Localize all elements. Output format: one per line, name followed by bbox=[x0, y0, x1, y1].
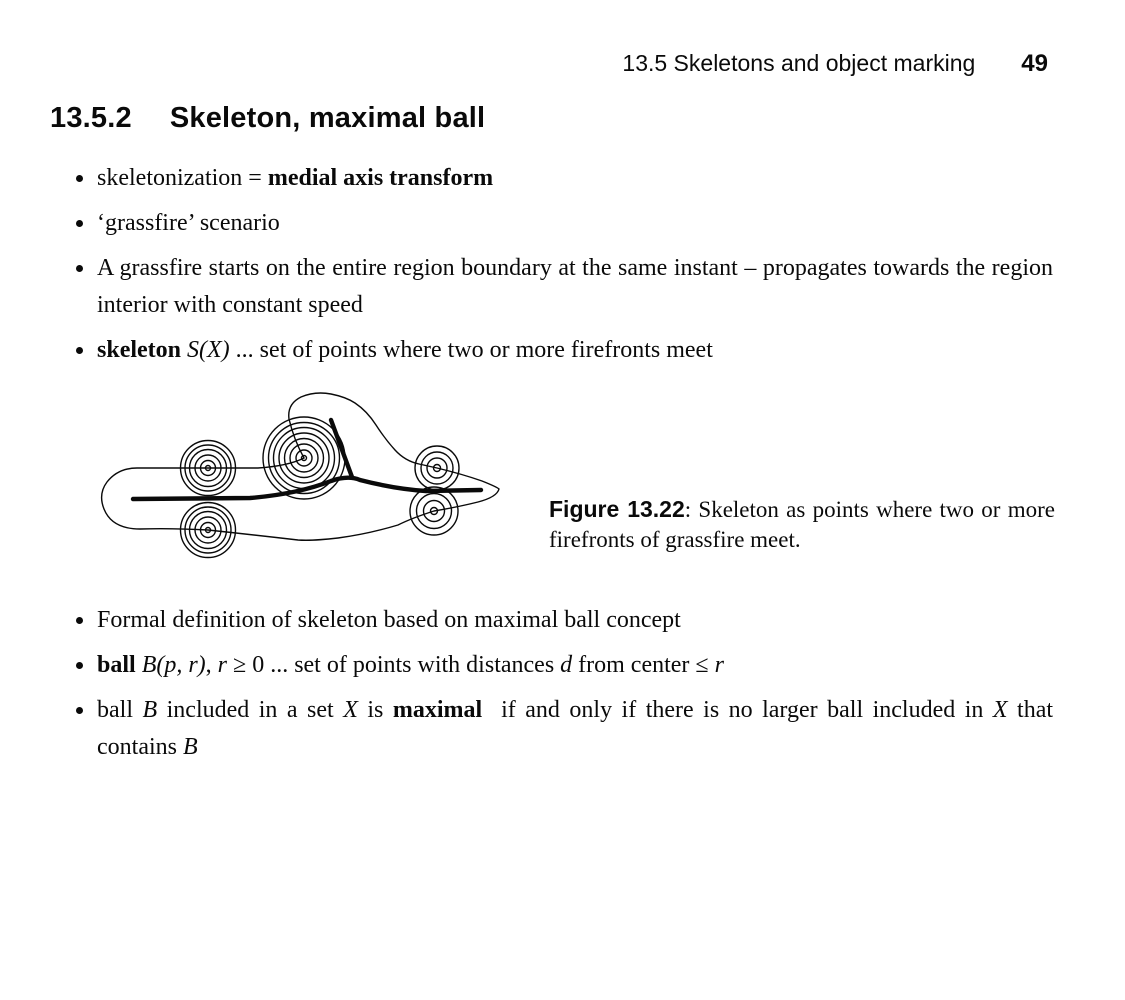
text-segment: X bbox=[992, 697, 1008, 723]
text-segment: d bbox=[560, 652, 573, 678]
text-segment: medial axis transform bbox=[267, 165, 494, 191]
text-segment: ball bbox=[97, 652, 142, 678]
figure-caption-label: Figure 13.22 bbox=[549, 496, 685, 522]
text-segment: ≥ 0 ... set of points with distances bbox=[227, 652, 561, 678]
text-segment: ‘grassfire’ scenario bbox=[97, 210, 280, 236]
bullet-item-skeleton-definition bbox=[72, 332, 1053, 369]
bullet-list-top bbox=[72, 160, 1053, 377]
running-header bbox=[0, 50, 1048, 78]
section-number: 13.5.2 bbox=[50, 102, 132, 134]
text-segment: ball bbox=[97, 697, 143, 723]
page-number: 49 bbox=[1021, 50, 1048, 77]
text-segment: A grassfire starts on the entire region boundary at the same instant – propagates towards the region interior with constant speed bbox=[97, 255, 1053, 318]
section-title: Skeleton, maximal ball bbox=[169, 102, 486, 134]
bullet-item-ball-definition bbox=[72, 647, 1053, 684]
figure-caption bbox=[549, 495, 1055, 554]
skeleton-figure bbox=[93, 383, 512, 564]
bullet-list-bottom bbox=[72, 602, 1053, 774]
bullet-item-grassfire-scenario bbox=[72, 205, 1053, 242]
text-segment: included in a set bbox=[157, 697, 344, 723]
text-segment: S(X) bbox=[187, 337, 230, 363]
text-segment: from center ≤ bbox=[572, 652, 715, 678]
text-segment: , bbox=[205, 652, 218, 678]
text-segment: r bbox=[714, 652, 724, 678]
text-segment: r bbox=[217, 652, 228, 678]
bullet-item-skeletonization bbox=[72, 160, 1053, 197]
section-heading bbox=[50, 102, 485, 135]
text-segment: B(p, r) bbox=[141, 652, 206, 678]
bullet-item-maximal-ball bbox=[72, 692, 1053, 766]
region-boundary bbox=[102, 393, 499, 540]
text-segment: Formal definition of skeleton based on maximal ball concept bbox=[97, 607, 681, 633]
skeleton-line bbox=[331, 420, 352, 477]
text-segment: skeleton bbox=[97, 337, 187, 363]
bullet-item-formal-definition bbox=[72, 602, 1053, 639]
text-segment: skeletonization = bbox=[97, 165, 268, 191]
text-segment: that contains bbox=[97, 697, 1054, 760]
text-segment: maximal bbox=[392, 697, 492, 723]
text-segment: B bbox=[182, 734, 198, 760]
text-segment: is bbox=[357, 697, 393, 723]
bullet-item-grassfire-propagation bbox=[72, 250, 1053, 324]
figure-caption-text: : Skeleton as points where two or more firefronts of grassfire meet. bbox=[549, 497, 1055, 552]
running-header-title: 13.5 Skeletons and object marking bbox=[622, 50, 976, 76]
text-segment: ... set of points where two or more firefronts meet bbox=[229, 337, 713, 363]
text-segment: X bbox=[343, 697, 358, 723]
text-segment: B bbox=[142, 697, 158, 723]
text-segment: if and only if there is no larger ball included in bbox=[491, 697, 993, 723]
